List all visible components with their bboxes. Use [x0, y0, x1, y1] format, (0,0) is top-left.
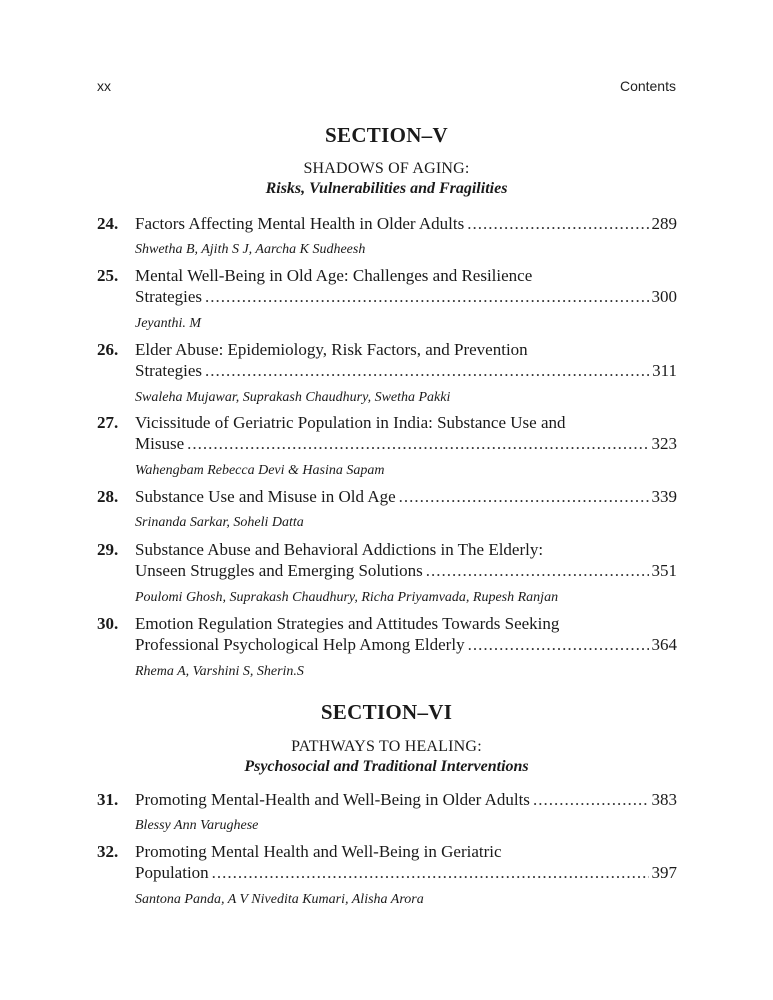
entry-number: 28. — [97, 487, 119, 506]
entry-page: 311 — [652, 361, 677, 380]
entry-number: 25. — [97, 266, 119, 285]
entry-title-line: Emotion Regulation Strategies and Attitudes Towards Seeking — [135, 614, 560, 633]
entry-number: 29. — [97, 540, 119, 559]
entry-page: 300 — [651, 287, 677, 306]
entry-title-line: Vicissitude of Geriatric Population in India: Substance Use and — [135, 413, 566, 432]
entry-page: 383 — [651, 790, 677, 809]
entry-page: 289 — [651, 214, 677, 233]
section-v-title: SECTION–V — [325, 123, 448, 147]
entry-title-line: Factors Affecting Mental Health in Older Adults ..... 289 — [135, 214, 677, 236]
entry-title-line: Substance Abuse and Behavioral Addictions in The Elderly: — [135, 540, 544, 559]
section-vi-subtitle: PATHWAYS TO HEALING: — [291, 738, 482, 755]
entry-title-line: Strategies ..... 300 — [135, 287, 677, 309]
entry-title-line: Population ..... 397 — [135, 863, 677, 885]
entry-title-line: Misuse ..... 323 — [135, 434, 677, 456]
entry-title-line: Strategies ..... 311 — [135, 361, 677, 383]
entry-title-line: Unseen Struggles and Emerging Solutions ..... 351 — [135, 561, 677, 583]
entry-number: 26. — [97, 340, 119, 359]
entry-authors: Srinanda Sarkar, Soheli Datta — [135, 515, 304, 530]
entry-authors: Wahengbam Rebecca Devi & Hasina Sapam — [135, 463, 385, 478]
entry-number: 31. — [97, 790, 119, 809]
entry-title-line: Elder Abuse: Epidemiology, Risk Factors, and Prevention — [135, 340, 528, 359]
entry-authors: Blessy Ann Varughese — [135, 818, 259, 833]
entry-title-line: Professional Psychological Help Among Elderly ..... 364 — [135, 635, 677, 657]
section-v-subtitle-italic: Risks, Vulnerabilities and Fragilities — [265, 180, 508, 197]
entry-title-line: Promoting Mental Health and Well-Being in Geriatric — [135, 842, 502, 861]
entry-number: 30. — [97, 614, 119, 633]
entry-authors: Jeyanthi. M — [135, 316, 202, 331]
entry-authors: Swaleha Mujawar, Suprakash Chaudhury, Swetha Pakki — [135, 390, 451, 405]
entry-number: 27. — [97, 413, 119, 432]
section-vi-title: SECTION–VI — [320, 700, 453, 724]
entry-authors: Rhema A, Varshini S, Sherin.S — [135, 664, 304, 679]
section-v-subtitle: SHADOWS OF AGING: — [303, 160, 470, 177]
entry-authors: Shwetha B, Ajith S J, Aarcha K Sudheesh — [135, 242, 366, 257]
entry-authors: Poulomi Ghosh, Suprakash Chaudhury, Richa Priyamvada, Rupesh Ranjan — [135, 590, 559, 605]
entry-authors: Santona Panda, A V Nivedita Kumari, Alisha Arora — [135, 892, 424, 907]
entry-number: 24. — [97, 214, 119, 233]
entry-title-line: Substance Use and Misuse in Old Age ..... 339 — [135, 487, 677, 509]
entry-page: 323 — [651, 434, 677, 453]
entry-page: 364 — [651, 635, 677, 654]
entry-title-line: Mental Well-Being in Old Age: Challenges and Resilience — [135, 266, 533, 285]
running-head — [97, 78, 676, 98]
entry-page: 339 — [651, 487, 677, 506]
entry-title-line: Promoting Mental-Health and Well-Being in Older Adults ..... 383 — [135, 790, 677, 812]
section-vi-subtitle-italic: Psychosocial and Traditional Interventions — [244, 758, 529, 775]
page-number: xx — [97, 78, 111, 94]
running-title: Contents — [619, 78, 676, 94]
entry-number: 32. — [97, 842, 119, 861]
entry-page: 351 — [651, 561, 677, 580]
entry-page: 397 — [651, 863, 677, 882]
